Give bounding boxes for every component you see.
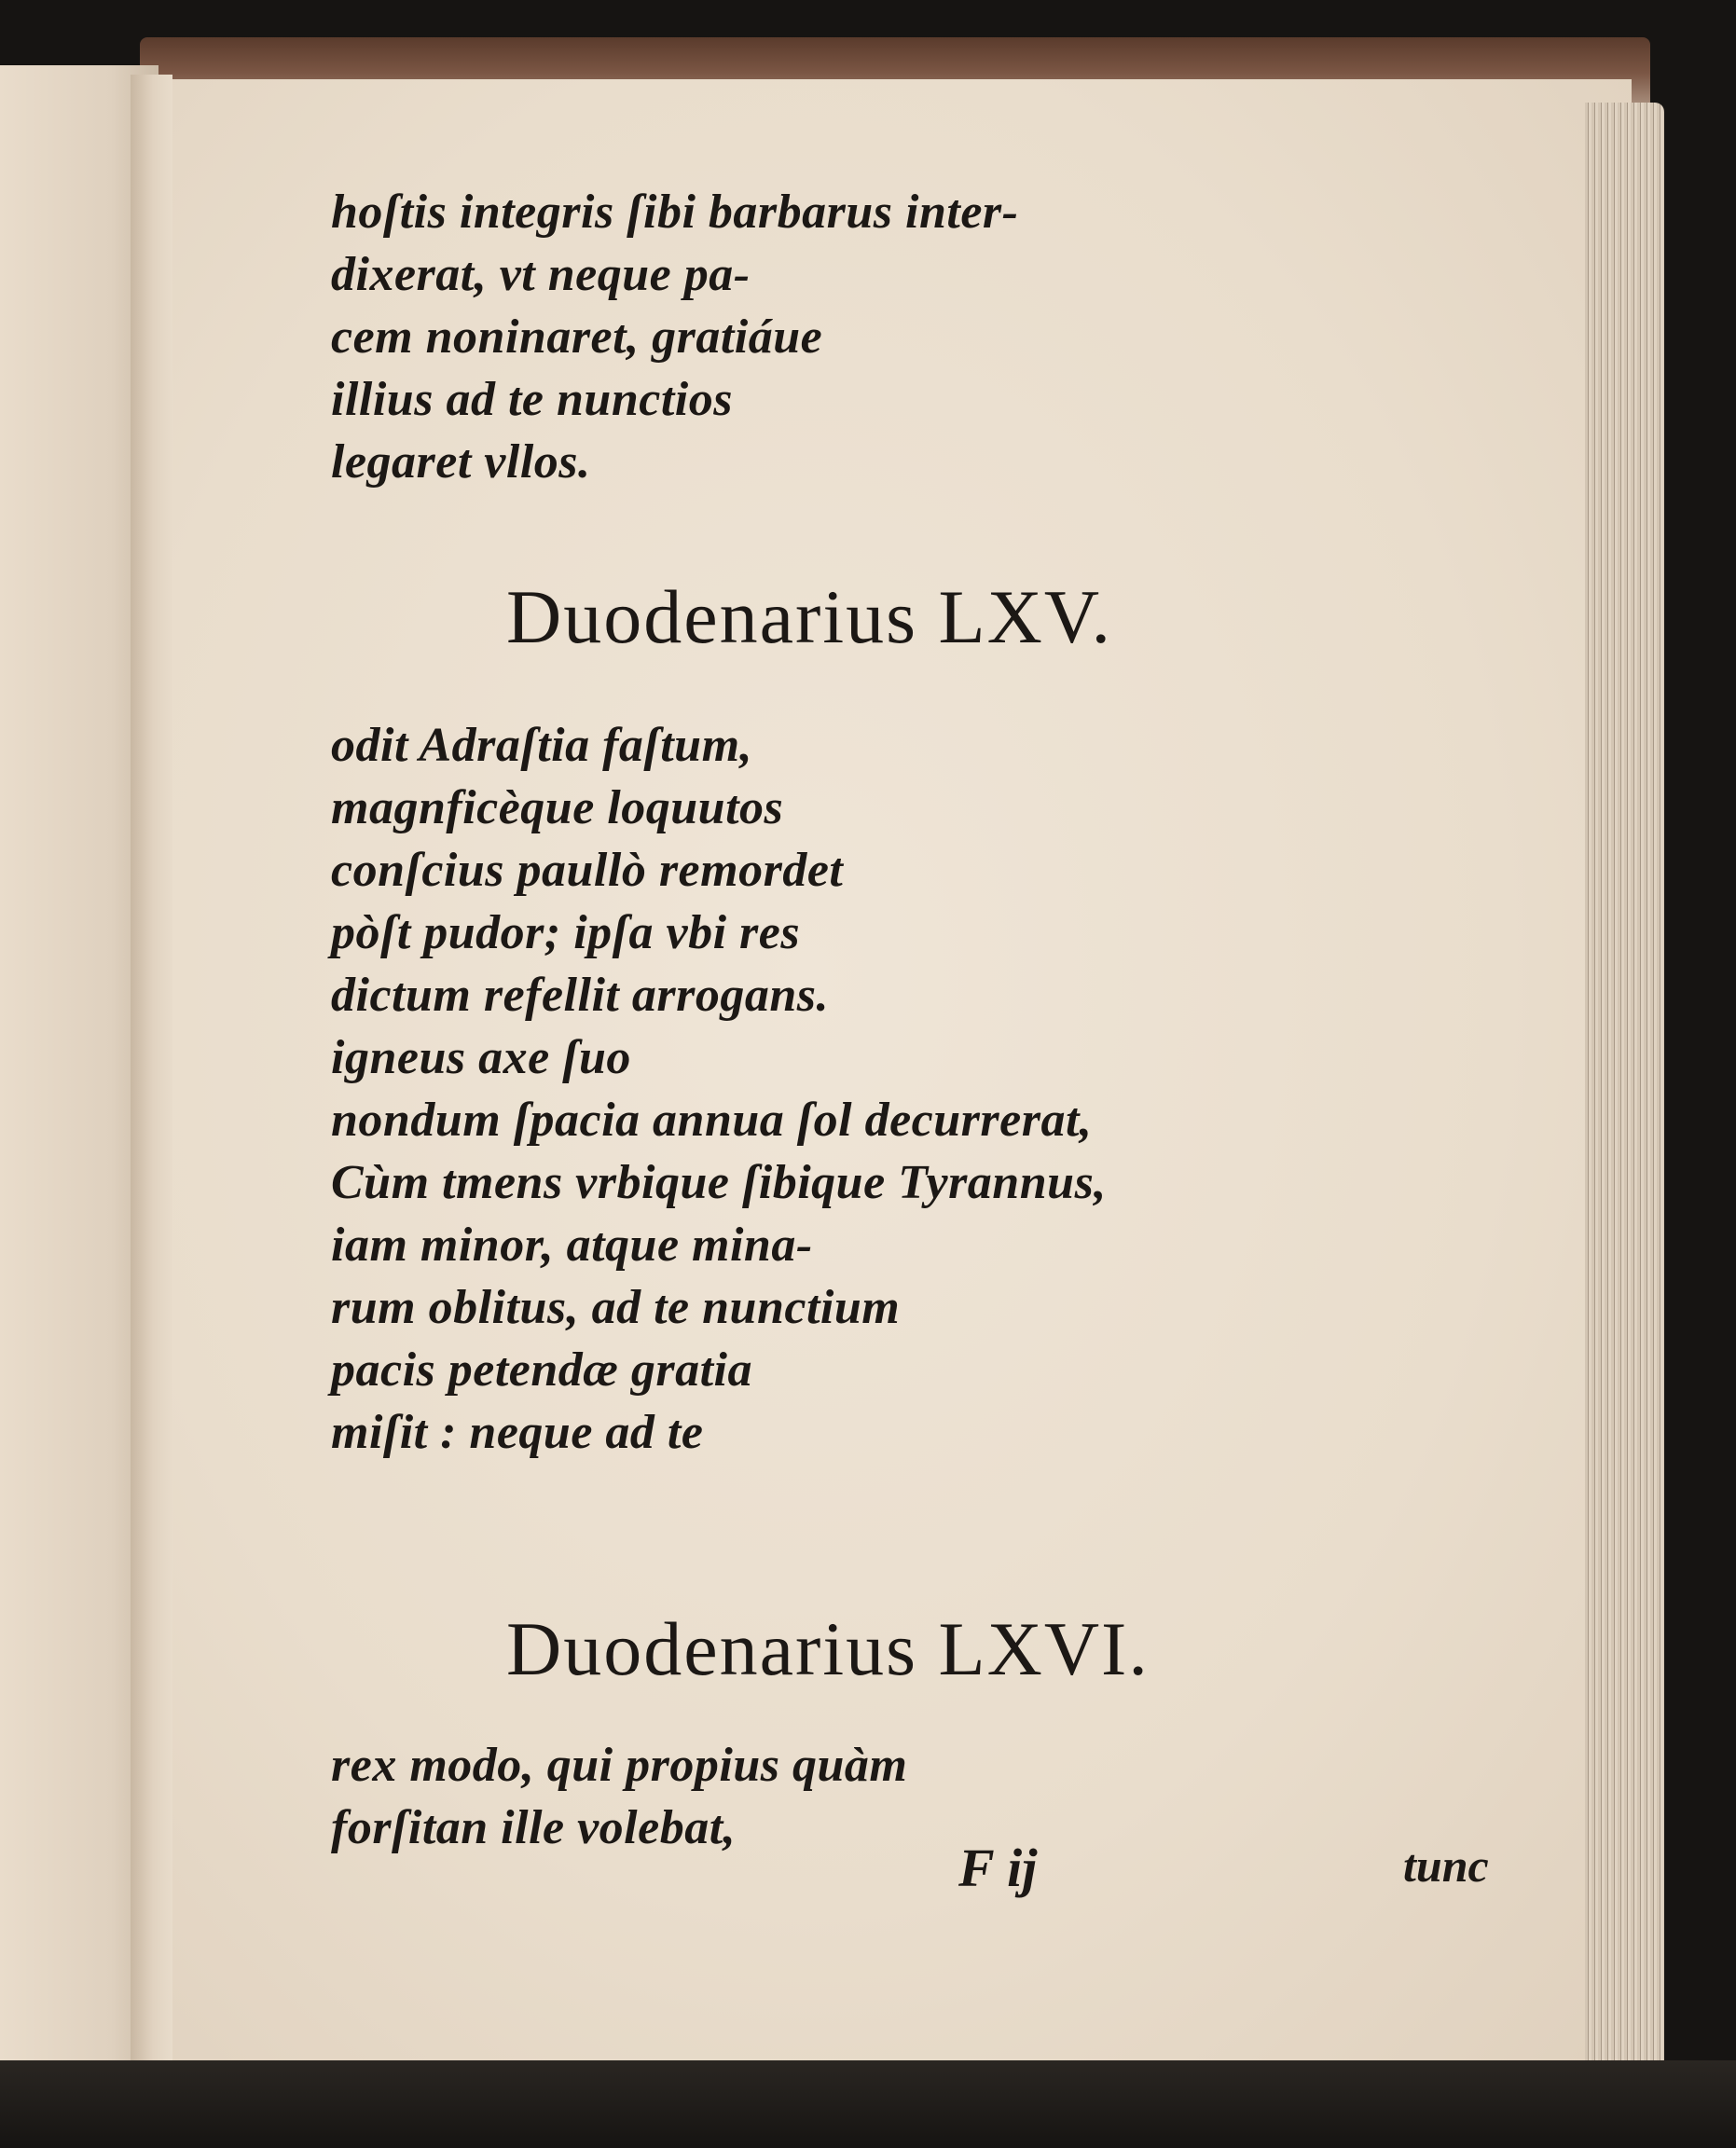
verse-line: forſitan ille volebat, bbox=[331, 1801, 737, 1854]
verse-line: dixerat, vt neque pa- bbox=[331, 248, 751, 301]
verse-block-middle bbox=[331, 714, 1107, 1464]
verse-line: pacis petendæ gratia bbox=[331, 1343, 752, 1397]
verse-block-bottom bbox=[331, 1734, 907, 1859]
section-heading-lxv: Duodenarius LXV. bbox=[506, 574, 1112, 659]
signature-mark: F ij bbox=[958, 1838, 1038, 1898]
verse-line: conſcius paullò remordet bbox=[331, 844, 844, 897]
verse-line: magnficèque loquutos bbox=[331, 781, 784, 834]
verse-line: odit Adraſtia faſtum, bbox=[331, 719, 753, 772]
verse-line: hoſtis integris ſibi barbarus inter- bbox=[331, 186, 1019, 239]
verse-line: Cùm tmens vrbique ſibique Tyrannus, bbox=[331, 1156, 1107, 1209]
verse-block-top bbox=[331, 181, 1018, 493]
verse-line: iam minor, atque mina- bbox=[331, 1219, 813, 1272]
verse-line: miſit : neque ad te bbox=[331, 1406, 704, 1459]
verse-line: pòſt pudor; ipſa vbi res bbox=[331, 906, 801, 959]
verse-line: rex modo, qui propius quàm bbox=[331, 1739, 908, 1792]
verse-line: legaret vllos. bbox=[331, 435, 591, 489]
verse-line: dictum refellit arrogans. bbox=[331, 969, 829, 1022]
verse-line: igneus axe ſuo bbox=[331, 1031, 631, 1084]
verse-line: illius ad te nunctios bbox=[331, 373, 733, 426]
section-heading-lxvi: Duodenarius LXVI. bbox=[506, 1606, 1150, 1691]
verse-line: cem noninaret, gratiáue bbox=[331, 310, 823, 364]
verse-line: nondum ſpacia annua ſol decurrerat, bbox=[331, 1094, 1093, 1147]
verse-line: rum oblitus, ad te nunctium bbox=[331, 1281, 901, 1334]
catchword: tunc bbox=[1403, 1839, 1489, 1892]
